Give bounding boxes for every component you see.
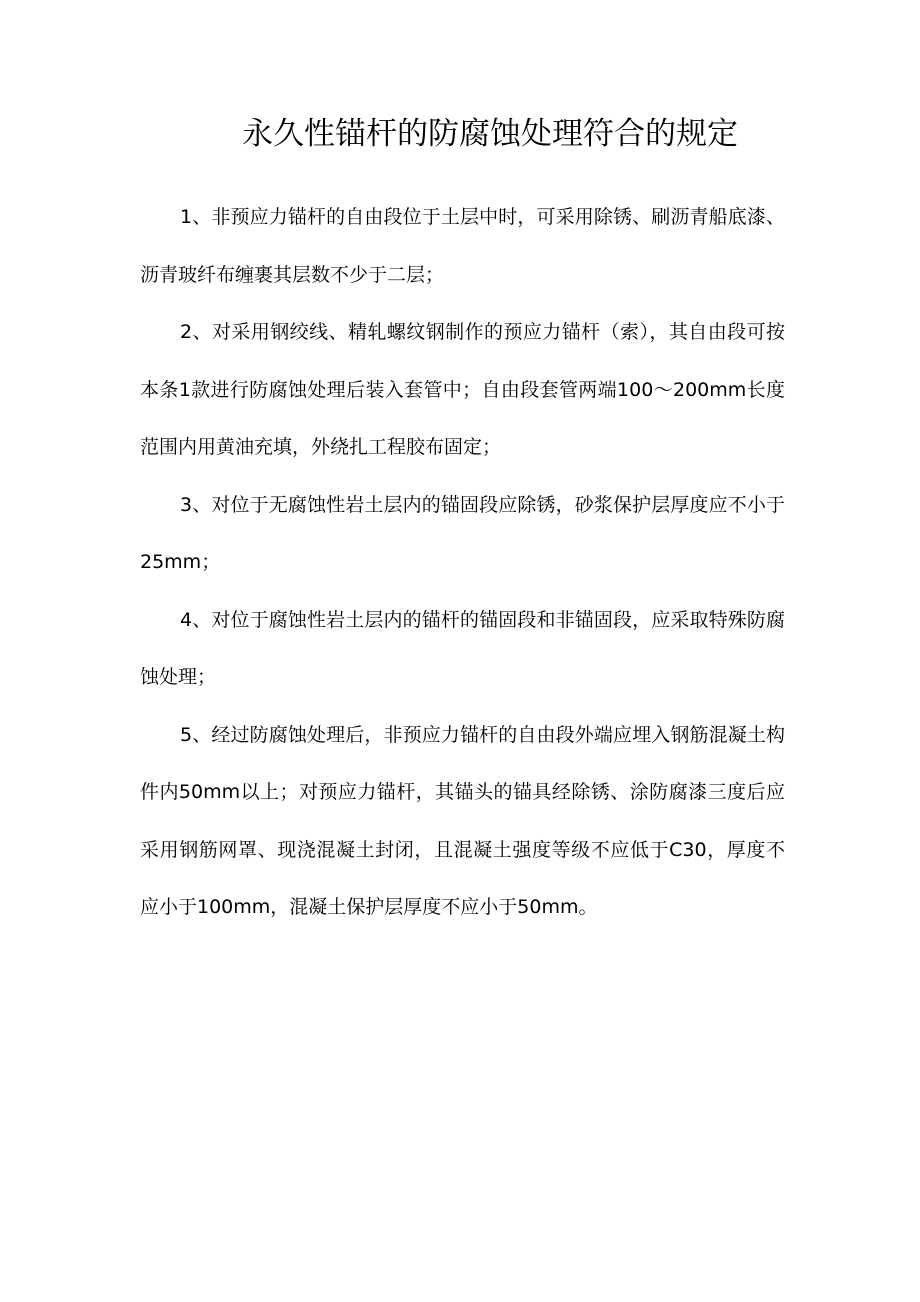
paragraph-item-3: 3、对位于无腐蚀性岩土层内的锚固段应除锈，砂浆保护层厚度应不小于25mm； [140,493,785,573]
paragraph-item-5: 5、经过防腐蚀处理后，非预应力锚杆的自由段外端应埋入钢筋混凝土构件内50mm以上；对预应力锚杆，其锚头的锚具经除锈、涂防腐漆三度后应采用钢筋网罩、现浇混凝土封闭，且混凝土强度等级不应低于C30，厚度不应小于100mm，混凝土保护层厚度不应小于50mm。 [140,723,785,918]
paragraph-item-1: 1、非预应力锚杆的自由段位于土层中时，可采用除锈、刷沥青船底漆、沥青玻纤布缠裹其层数不少于二层； [140,206,785,286]
paragraph-item-4: 4、对位于腐蚀性岩土层内的锚杆的锚固段和非锚固段，应采取特殊防腐蚀处理； [140,608,785,688]
document-title: 永久性锚杆的防腐蚀处理符合的规定 [242,116,738,152]
paragraph-item-2: 2、对采用钢绞线、精轧螺纹钢制作的预应力锚杆（索），其自由段可按本条1款进行防腐蚀处理后装入套管中；自由段套管两端100～200mm长度范围内用黄油充填，外绕扎工程胶布固定； [140,321,785,458]
document-body [140,189,785,937]
